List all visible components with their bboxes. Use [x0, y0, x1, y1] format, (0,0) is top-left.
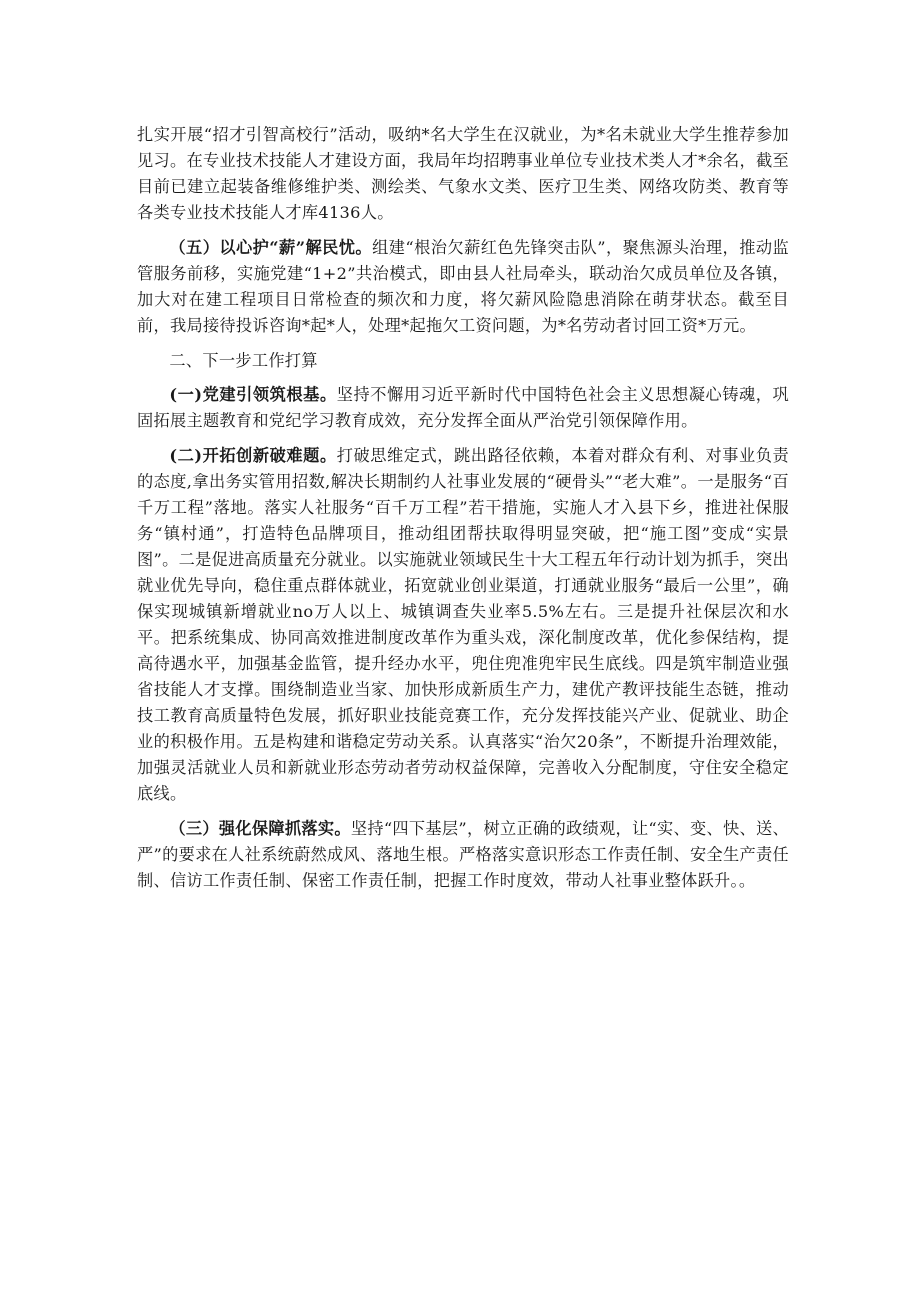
- paragraph-innovation: [137, 443, 789, 807]
- paragraph-text: 坚持“四下基层”，树立正确的政绩观，让“实、变、快、送、严”的要求在人社系统蔚然成风、落地生根。严格落实意识形态工作责任制、安全生产责任制、信访工作责任制、保密工作责任制，把握工作时度效，带动人社事业整体跃升。。: [137, 819, 789, 890]
- heading-text: 二、下一步工作打算: [169, 351, 318, 370]
- paragraph-implementation: [137, 816, 789, 894]
- document-body: [137, 122, 789, 903]
- paragraph-text: 扎实开展“招才引智高校行”活动，吸纳*名大学生在汉就业，为*名未就业大学生推荐参加见习。在专业技术技能人才建设方面，我局年均招聘事业单位专业技术类人才*余名，截至目前已建立起装备维修维护类、测绘类、气象水文类、医疗卫生类、网络攻防类、教育等各类专业技术技能人才库4136人。: [137, 125, 789, 222]
- paragraph-text: 打破思维定式，跳出路径依赖，本着对群众有利、对事业负责的态度,拿出务实管用招数,解决长期制约人社事业发展的“硬骨头”“老大难”。一是服务“百千万工程”落地。落实人社服务“百千万工程”若干措施，实施人才入县下乡，推进社保服务“镇村通”，打造特色品牌项目，推动组团帮扶取得明显突破，把“施工图”变成“实景图”。二是促进高质量充分就业。以实施就业领域民生十大工程五年行动计划为抓手，突出就业优先导向，稳住重点群体就业，拓宽就业创业渠道，打通就业服务“最后一公里”，确保实现城镇新增就业no万人以上、城镇调查失业率5.5%左右。三是提升社保层次和水平。把系统集成、协同高效推进制度改革作为重头戏，深化制度改革，优化参保结构，提高待遇水平，加强基金监管，提升经办水平，兜住兜准兜牢民生底线。四是筑牢制造业强省技能人才支撑。围绕制造业当家、加快形成新质生产力，建优产教评技能生态链，推动技工教育高质量特色发展，抓好职业技能竞赛工作，充分发挥技能兴产业、促就业、助企业的积极作用。五是构建和谐稳定劳动关系。认真落实“治欠20条”，不断提升治理效能，加强灵活就业人员和新就业形态劳动者劳动权益保障，完善收入分配制度，守住安全稳定底线。: [137, 446, 789, 803]
- paragraph-lead: （三）强化保障抓落实。: [169, 819, 351, 838]
- paragraph-text: 组建“根治欠薪红色先锋突击队”，聚焦源头治理，推动监管服务前移，实施党建“1+2”共治模式，即由县人社局牵头，联动治欠成员单位及各镇，加大对在建工程项目日常检查的频次和力度，将欠薪风险隐患消除在萌芽状态。截至目前，我局接待投诉咨询*起*人，处理*起拖欠工资问题，为*名劳动者讨回工资*万元。: [137, 238, 789, 335]
- paragraph-lead: (一)党建引领筑根基。: [169, 385, 337, 404]
- paragraph-text: 坚持不懈用习近平新时代中国特色社会主义思想凝心铸魂，巩固拓展主题教育和党纪学习教育成效，充分发挥全面从严治党引领保障作用。: [137, 385, 789, 430]
- paragraph-party-building: [137, 382, 789, 434]
- paragraph-lead: （五）以心护“薪”解民忧。: [169, 238, 373, 257]
- paragraph-talent-continuation: [137, 122, 789, 226]
- paragraph-wage-protection: [137, 235, 789, 339]
- section-heading-next-steps: [137, 348, 789, 374]
- paragraph-lead: (二)开拓创新破难题。: [169, 446, 337, 465]
